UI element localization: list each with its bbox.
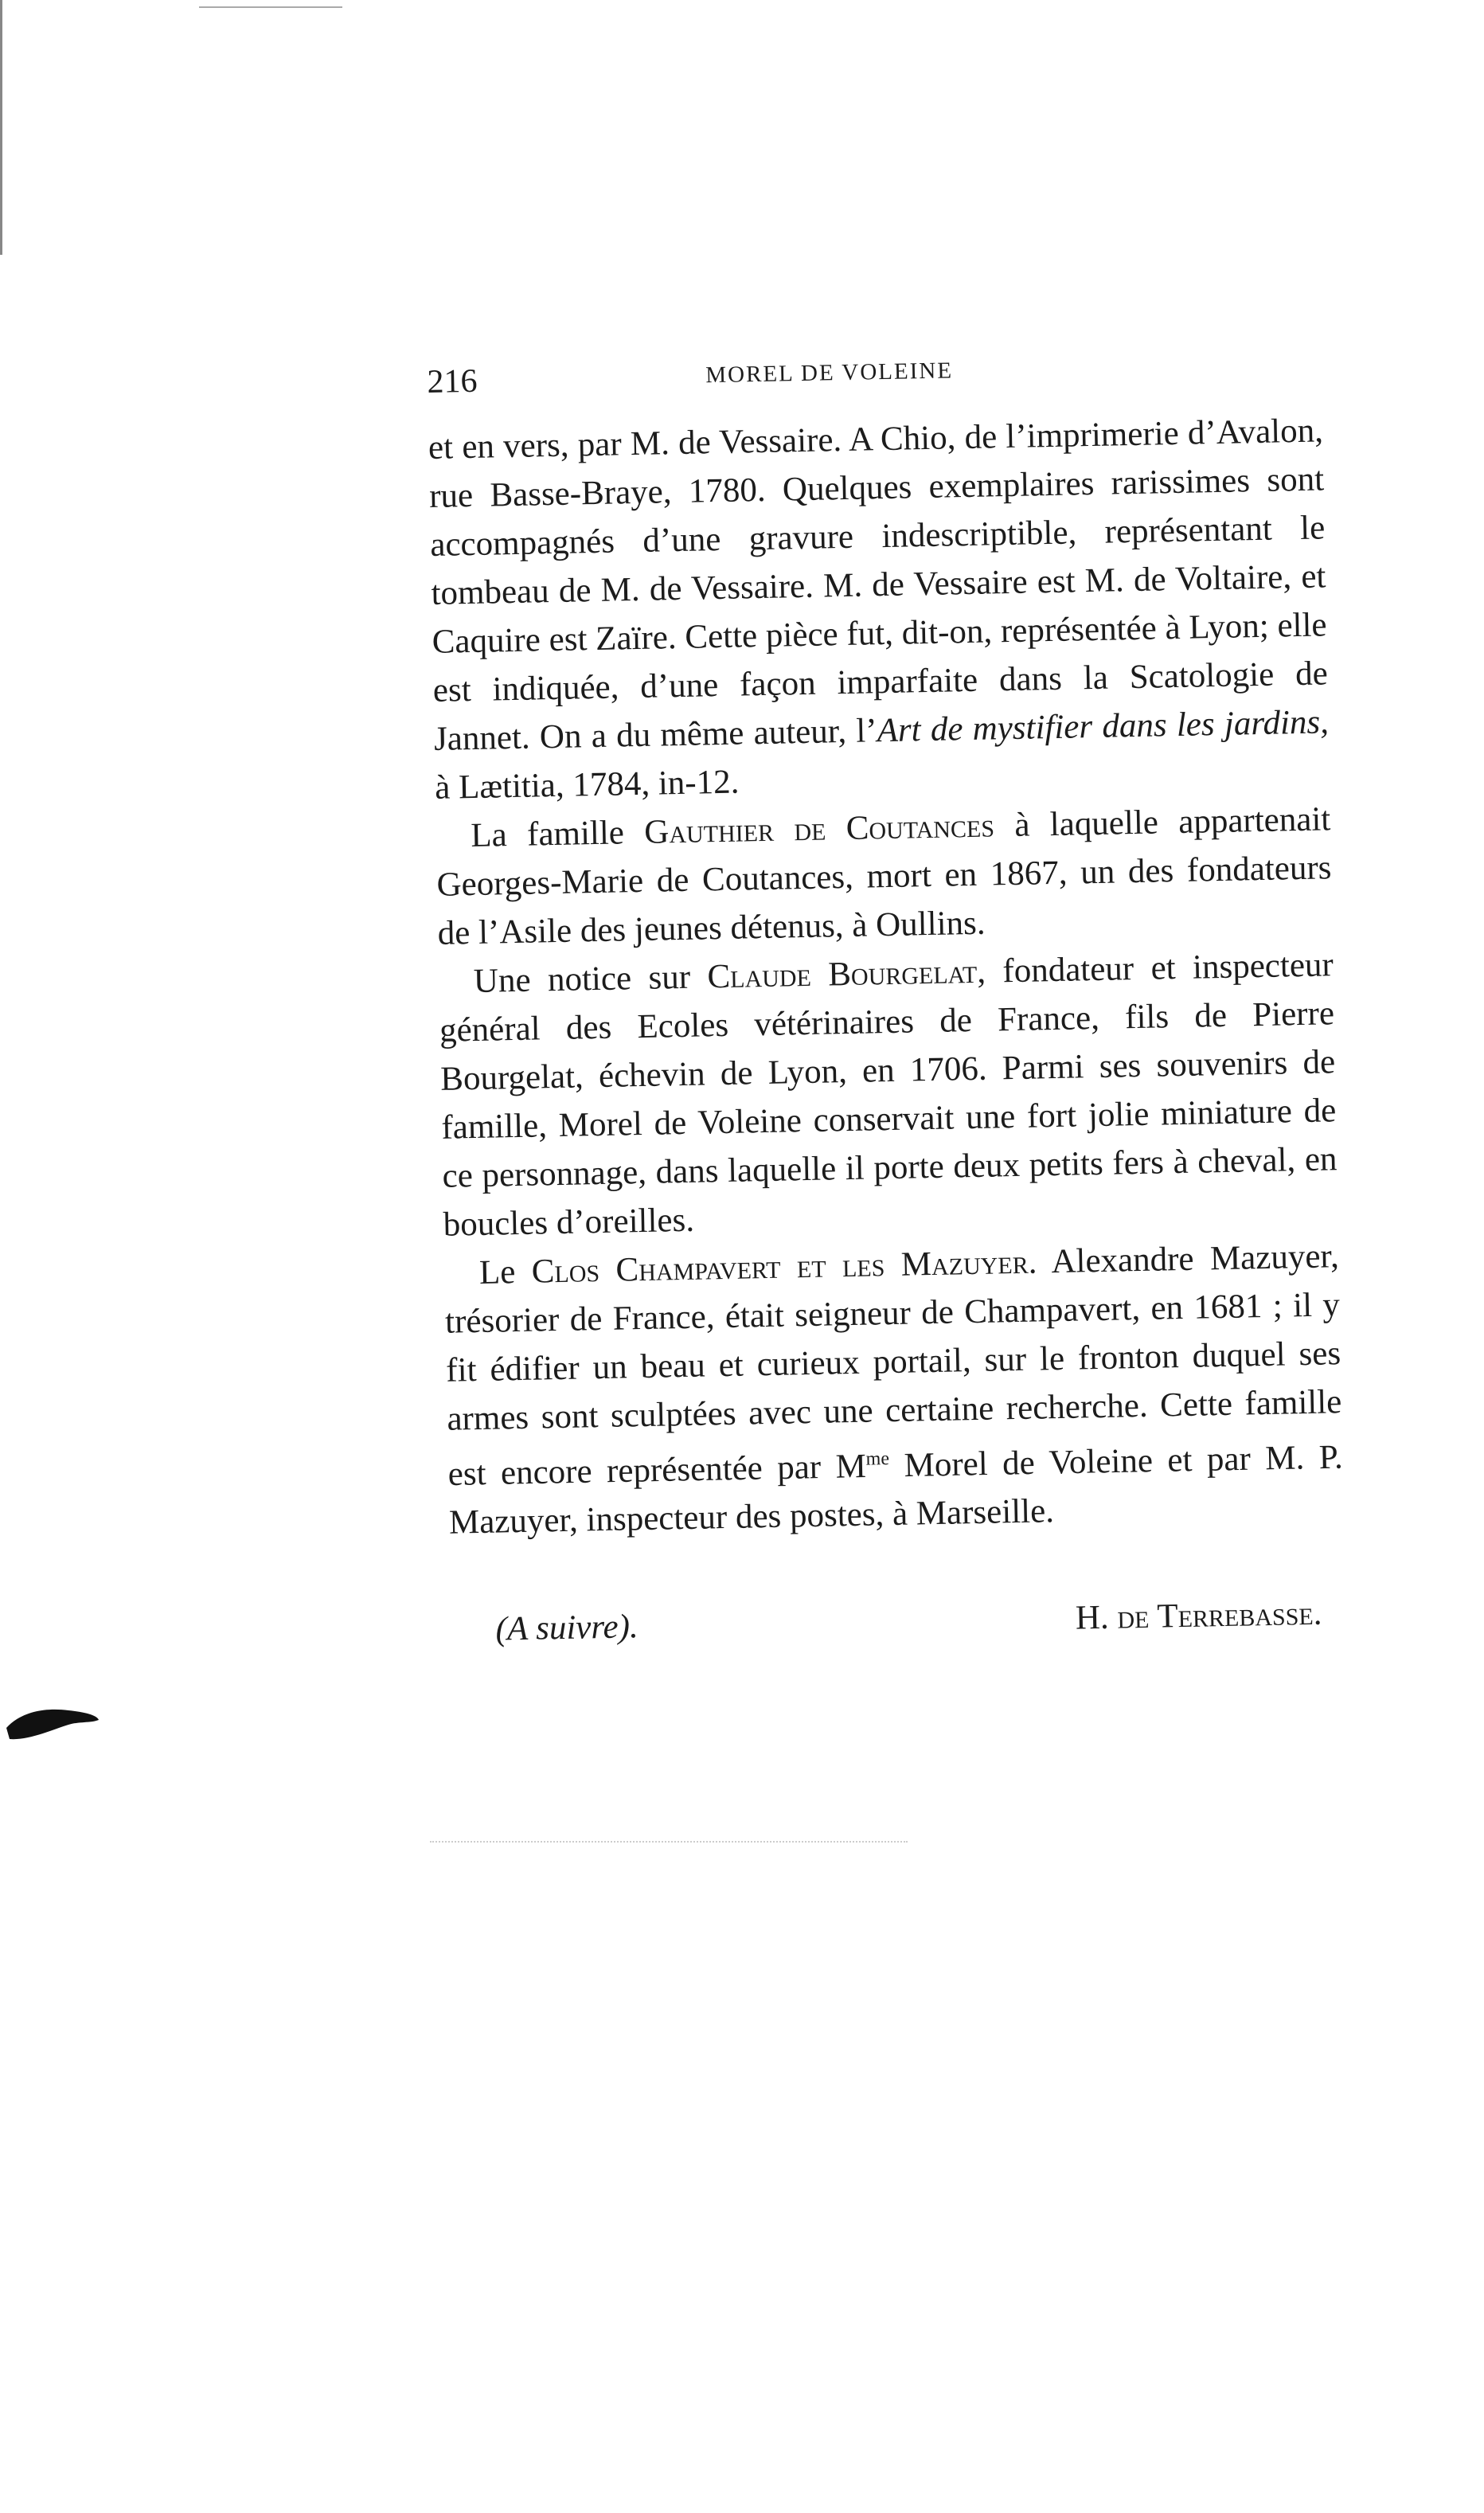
paragraph-text: Le <box>478 1253 533 1292</box>
person-name: Claude Bourgelat <box>707 952 978 996</box>
page-header <box>427 346 1322 411</box>
to-be-continued: (A suivre). <box>495 1608 639 1648</box>
paragraph-2 <box>435 795 1333 958</box>
paragraph-1 <box>428 406 1330 811</box>
superscript: me <box>865 1448 890 1470</box>
paragraph-4 <box>443 1232 1344 1547</box>
signature-name: de Terrebasse. <box>1116 1595 1322 1636</box>
paragraph-3 <box>438 940 1338 1249</box>
page-number: 216 <box>427 362 478 401</box>
paragraph-text: à laquelle appartenait Georges-Marie de Coutances, mort en 1867, un des fondateurs de l’Asile des jeunes détenus, à Oullins. <box>436 800 1332 952</box>
signature-initial: H. <box>1075 1598 1118 1637</box>
paragraph-text: à Lætitia, 1784, in-12. <box>434 763 740 807</box>
running-head: MOREL DE VOLEINE <box>705 358 954 389</box>
paragraph-text: et en vers, par M. de Vessaire. A Chio, de l’imprimerie d’Avalon, rue Basse-Braye, 1780. Quelques exemplaires rarissimes sont accompagnés d’une gravure indescriptible, représentant le tombeau de M. de Vessaire. M. de Vessaire est M. de Voltaire, et Caquire est Zaïre. Cette pièce fut, dit-on, représentée à Lyon; elle est indiquée, d’une façon imparfaite dans la Scatologie de Jannet. On a du même auteur, l’ <box>428 412 1329 758</box>
author-signature <box>1075 1594 1322 1638</box>
page-footer <box>451 1593 1346 1667</box>
scan-edge-mark <box>199 6 342 8</box>
scan-edge-mark <box>0 0 2 255</box>
family-name: Gauthier de Coutances <box>643 807 995 851</box>
paragraph-text: Une notice sur <box>473 958 708 1001</box>
paragraph-text: La famille <box>470 813 645 855</box>
section-heading: Clos Champavert et les Mazuyer. <box>531 1243 1037 1291</box>
paragraph-text: Morel de Voleine et par M. P. Mazuyer, inspecteur des postes, à Marseille. <box>448 1438 1344 1542</box>
paragraph-text: , fondateur et inspecteur général des Ecoles vétérinaires de France, fils de Pierre Bourgelat, échevin de Lyon, en 1706. Parmi ses souvenirs de famille, Morel de Voleine conservait une fort jolie miniature de ce personnage, dans laquelle il porte deux petits fers à cheval, en boucles d’oreilles. <box>439 946 1338 1244</box>
ink-smudge <box>5 1696 100 1742</box>
book-title: Art de mystifier dans les jardins, <box>877 703 1330 750</box>
book-page <box>427 346 1346 1667</box>
body-text <box>428 406 1344 1547</box>
paragraph-text: Alexandre Mazuyer, trésorier de France, était seigneur de Champavert, en 1681 ; il y fit édifier un beau et curieux portail, sur le fronton duquel ses armes sont sculptées avec une certaine recherche. Cette famille est encore représentée par M <box>444 1237 1342 1494</box>
faint-dotted-line <box>430 1841 908 1843</box>
